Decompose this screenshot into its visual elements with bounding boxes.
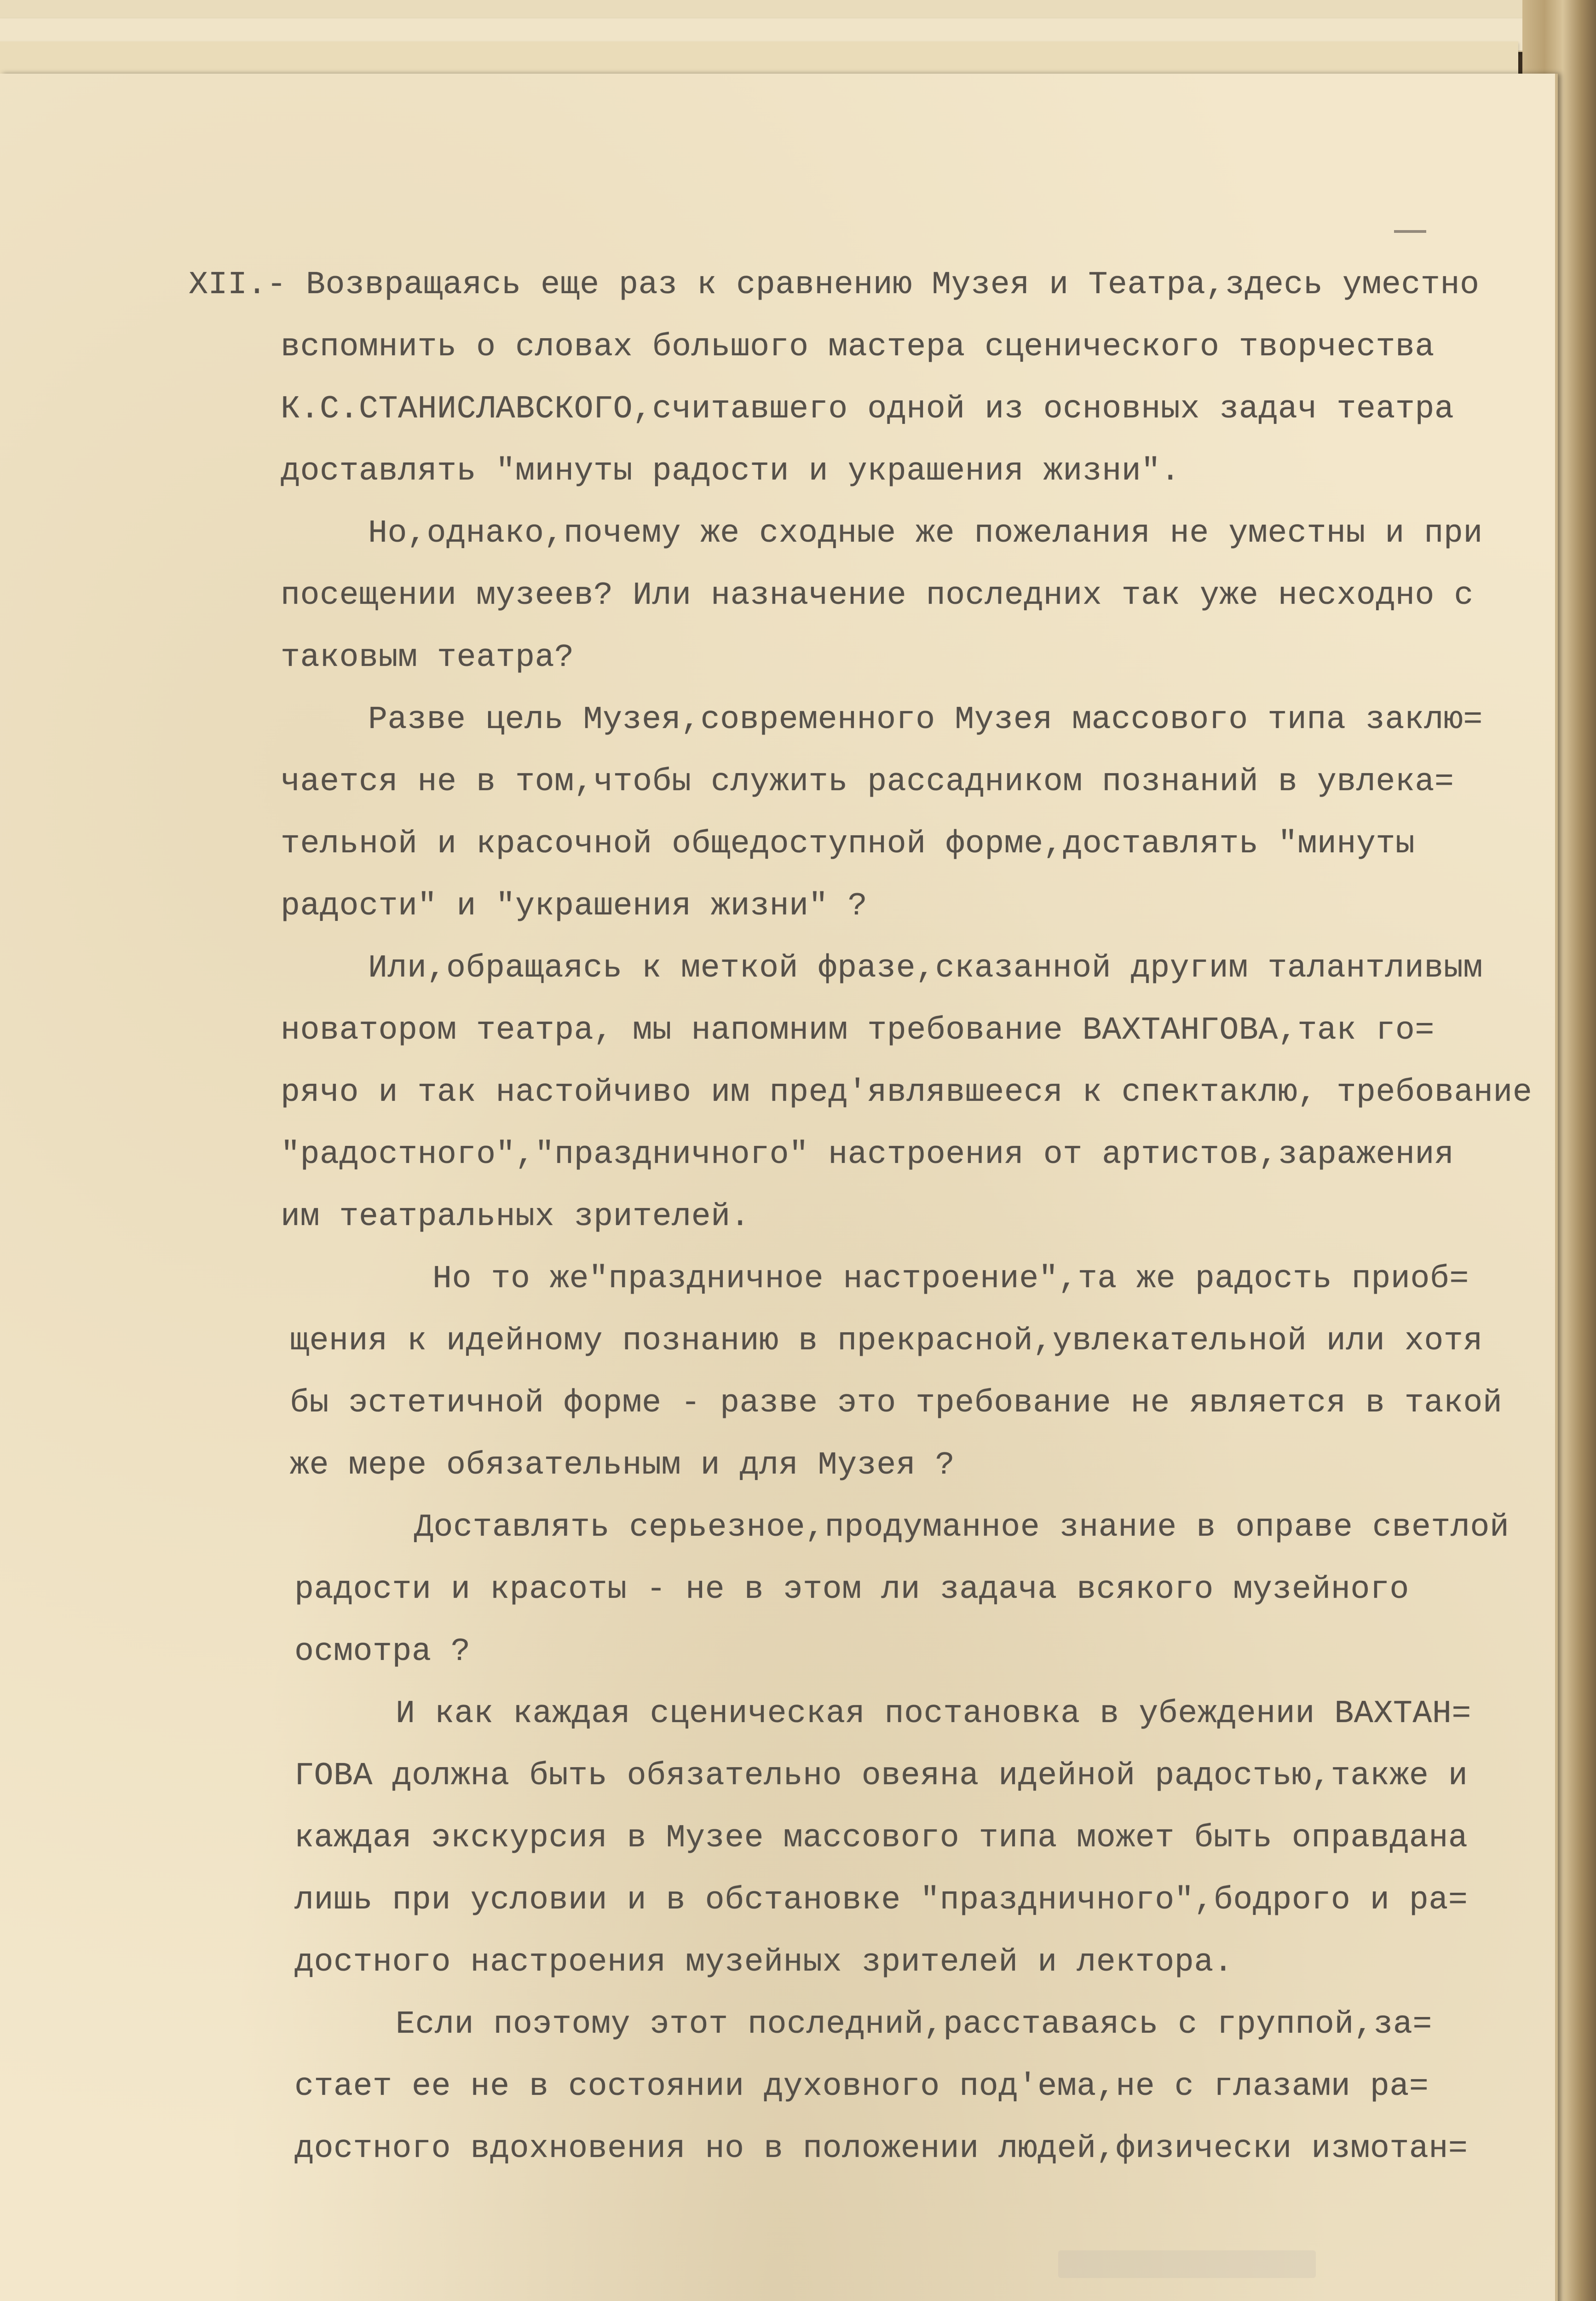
text-line: им театральных зрителей. bbox=[281, 1199, 750, 1235]
text-line: лишь при условии и в обстановке "праздничного",бодрого и ра= bbox=[294, 1882, 1468, 1919]
text-line: И как каждая сценическая постановка в убеждении ВАХТАН= bbox=[396, 1696, 1471, 1732]
text-line: чается не в том,чтобы служить рассадником познаний в увлека= bbox=[281, 764, 1454, 800]
text-line: вспомнить о словах большого мастера сценического творчества bbox=[281, 329, 1435, 365]
text-line: щения к идейному познанию в прекрасной,увлекательной или хотя bbox=[290, 1323, 1483, 1359]
text-line: Доставлять серьезное,продуманное знание в оправе светлой bbox=[414, 1509, 1510, 1546]
text-line: достного вдохновения но в положении людей,физически измотан= bbox=[294, 2131, 1468, 2167]
text-line: Но то же"праздничное настроение",та же радость приоб= bbox=[432, 1261, 1469, 1297]
text-line: радости" и "украшения жизни" ? bbox=[281, 888, 868, 925]
text-line: стает ее не в состоянии духовного под'ема,не с глазами ра= bbox=[294, 2069, 1429, 2105]
text-line: Разве цель Музея,современного Музея массового типа заклю= bbox=[368, 702, 1483, 738]
text-line: таковым театра? bbox=[281, 640, 574, 676]
text-line: бы эстетичной форме - разве это требование не является в такой bbox=[290, 1385, 1503, 1422]
text-line: XII.- Возвращаясь еще раз к сравнению Музея и Театра,здесь уместно bbox=[189, 267, 1480, 303]
text-line: же мере обязательным и для Музея ? bbox=[290, 1447, 955, 1484]
text-line: новатором театра, мы напомним требование ВАХТАНГОВА,так го= bbox=[281, 1012, 1435, 1049]
text-line: осмотра ? bbox=[294, 1634, 471, 1670]
text-line: тельной и красочной общедоступной форме,доставлять "минуты bbox=[281, 826, 1415, 862]
text-line: доставлять "минуты радости и украшения жизни". bbox=[281, 453, 1181, 490]
text-line: посещении музеев? Или назначение последних так уже несходно с bbox=[281, 578, 1474, 614]
text-line: Если поэтому этот последний,расставаясь с группой,за= bbox=[396, 2006, 1432, 2043]
text-line: рячо и так настойчиво им пред'являвшееся к спектаклю, требование bbox=[281, 1075, 1533, 1111]
text-line: К.С.СТАНИСЛАВСКОГО,считавшего одной из основных задач театра bbox=[281, 391, 1454, 428]
text-line: каждая экскурсия в Музее массового типа может быть оправдана bbox=[294, 1820, 1468, 1856]
text-line: достного настроения музейных зрителей и лектора. bbox=[294, 1944, 1233, 1981]
text-line: Но,однако,почему же сходные же пожелания не уместны и при bbox=[368, 515, 1483, 552]
typed-text bbox=[0, 74, 1555, 2301]
text-line: Или,обращаясь к меткой фразе,сказанной другим талантливым bbox=[368, 950, 1483, 987]
text-line: радости и красоты - не в этом ли задача всякого музейного bbox=[294, 1572, 1409, 1608]
typewritten-page bbox=[0, 74, 1558, 2301]
text-line: ГОВА должна быть обязательно овеяна идейной радостью,также и bbox=[294, 1758, 1468, 1794]
text-line: "радостного","праздничного" настроения от артистов,заражения bbox=[281, 1137, 1454, 1173]
